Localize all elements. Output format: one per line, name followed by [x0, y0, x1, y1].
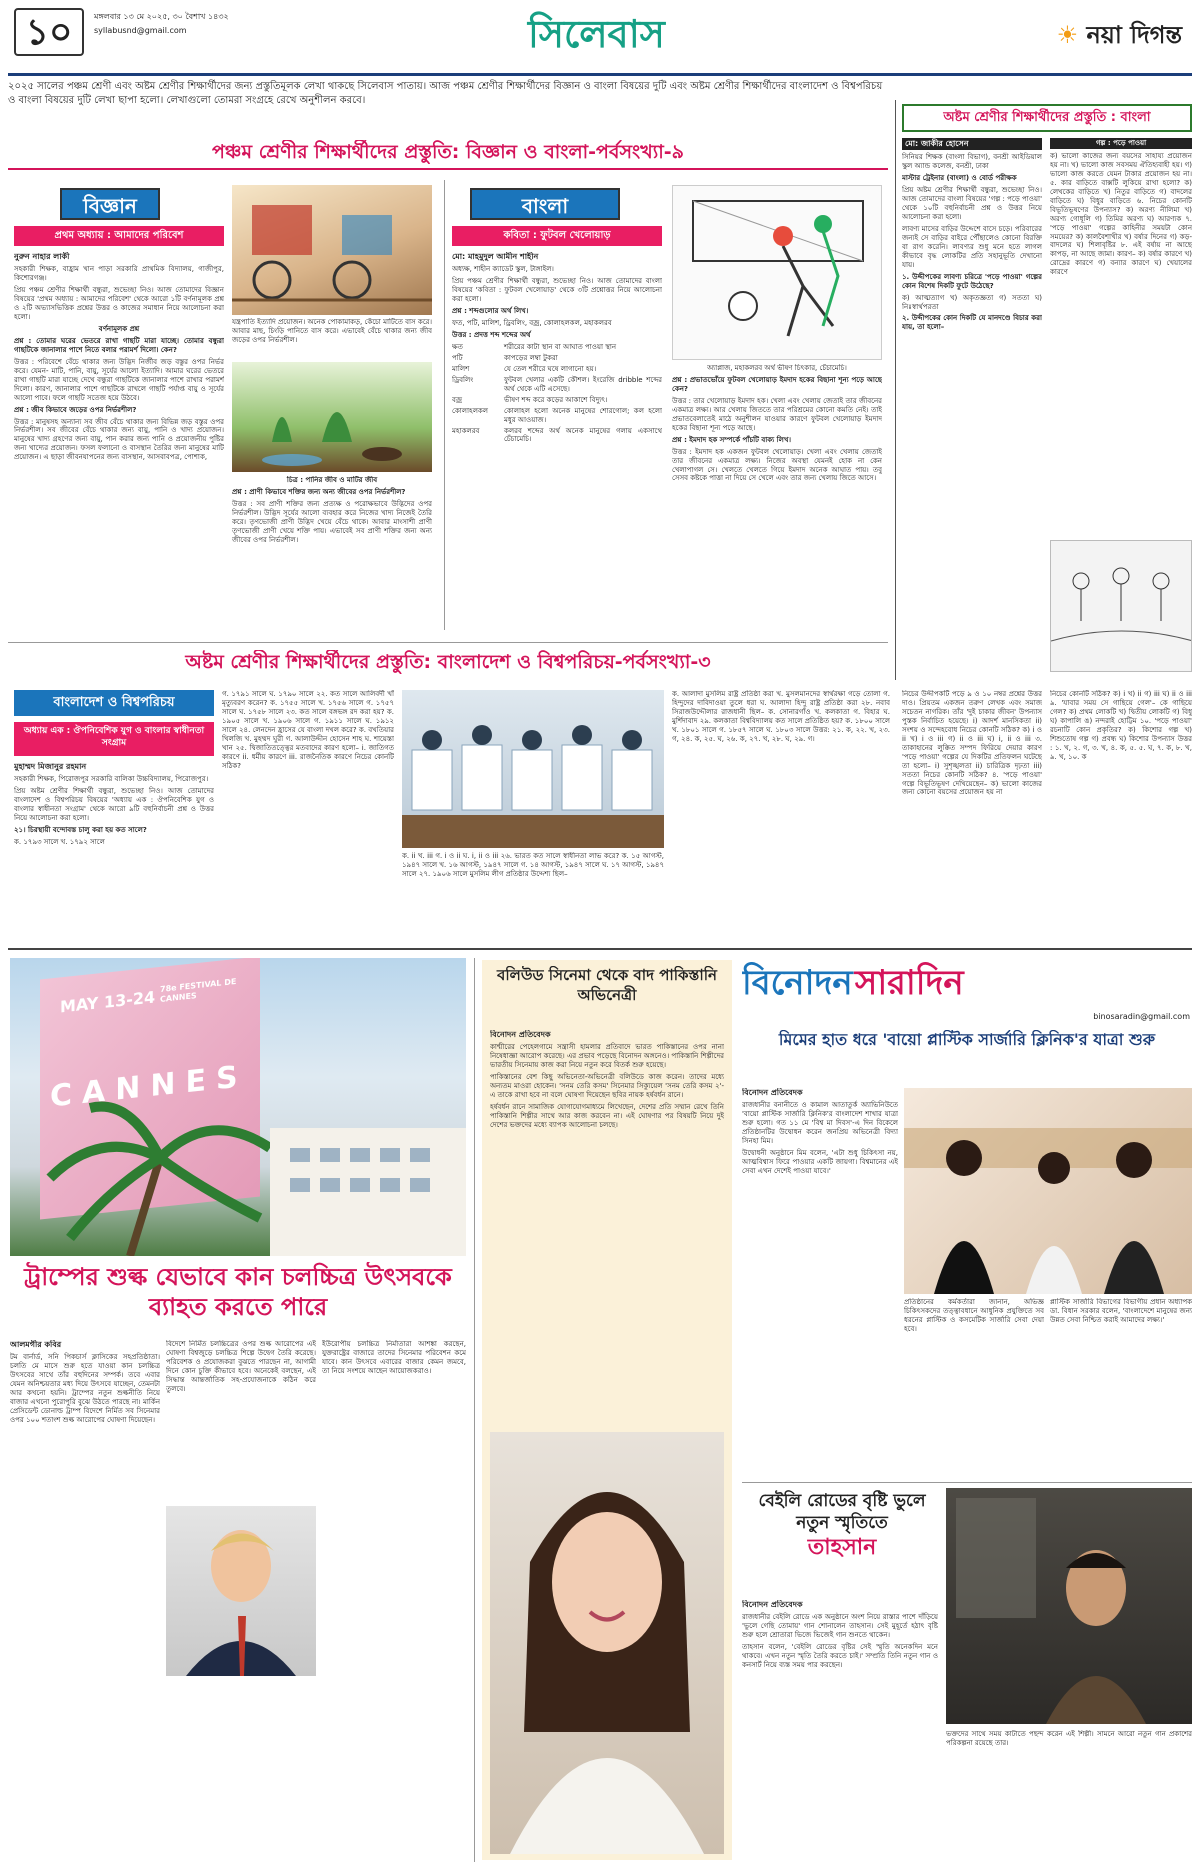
word-cell: ড্রিবলিং — [452, 375, 474, 384]
science-q1: প্রশ্ন : তোমার ঘরের ভেতরে রাখা গাছটি মারা যাচ্ছে। তোমার বন্ধুরা গাছটিকে জানালার পাশে নিতে বলার পরামর্শ দিলো। কেন? — [14, 336, 224, 354]
science-col2: যন্ত্রপাতি ইত্যাদি প্রয়োজন। অনেক পোকামাকড়, কেঁচো মাটিতে বাস করে। আবার মাছ, চিংড়ি পানিতে বাস করে। এভাবেই বেঁচে থাকার জন্য জীব জড়ের ওপর নির্ভরশীল। — [232, 318, 432, 344]
tahsan-text2: তাহসান বলেন, 'বেইলি রোডের বৃষ্টির সেই স্মৃতি অনেকদিন মনে থাকবে। এখন নতুন স্মৃতি তৈরি করতে চাই।' সম্প্রতি তিনি নতুন গান ও কনসার্ট নিয়ে ব্যস্ত সময় পার করছেন। — [742, 1643, 938, 1669]
word-table — [452, 343, 662, 445]
tahsan-photo — [946, 1488, 1192, 1724]
science-q3: প্রশ্ন : প্রাণী কিভাবে শক্তির জন্য অন্য জীবের ওপর নির্ভরশীল? — [232, 487, 406, 496]
word-row — [452, 407, 662, 425]
cannes-banner-text: CANNES — [50, 1058, 248, 1115]
bangla-author: মো: মাহমুদুল আমীন শাহীন — [452, 252, 539, 261]
class8-bangla-author: মো: জাকীর হোসেন — [902, 138, 1042, 150]
class8-bangla-col2 — [1050, 138, 1192, 538]
bangla-fig-caption: অ্যাপ্লাজ, মহাকলরব অর্থ ভীষণ চিৎকার, চেঁচামেচি। — [707, 364, 847, 372]
class8-bangla-q2: ২. উদ্দীপকের কোন দিকটি যে মানদণ্ডে বিচার করা যায়, তা হলো– — [902, 314, 1042, 332]
meaning-cell: শরীরের কাটা স্থান বা আঘাত পাওয়া স্থান — [504, 342, 617, 351]
bangla-col2 — [672, 364, 882, 630]
binodon-col3: প্লাস্টিক সার্জারি বিভাগের বিভাগীয় প্রধান অধ্যাপক ডা. বিধান সরকার বলেন, 'বাংলাদেশে মানুষের জন্য উন্নত সেবা নিশ্চিত করাই আমাদের লক্ষ্য।' — [1050, 1298, 1192, 1324]
bollywood-text2: পাকিস্তানের বেশ কিছু অভিনেতা-অভিনেত্রী বলিউডে কাজ করেন। তাদের মধ্যে অন্যতম মাওরা হোকেন। 'সনম তেরি কসম' সিনেমার সিক্যুয়েল 'সনম তেরি কসম ২'-এ তাকে রাখা হবে না বলে ঘোষণা দিয়েছেন ছবির নায়ক হর্ষবর্ধন রানে। — [490, 1073, 724, 1099]
issue-date: মঙ্গলবার ১৩ মে ২০২৫, ৩০ বৈশাখ ১৪৩২ — [94, 12, 229, 21]
word-row — [452, 343, 662, 352]
word-cell: কোলাহলকল — [452, 406, 489, 415]
cannes-headline: ট্রাম্পের শুল্ক যেভাবে কান চলচ্চিত্র উৎসবকে ব্যাহত করতে পারে — [24, 1263, 452, 1321]
class8-bangla-q1: ১. উদ্দীপকের লাবণ্য চরিত্রে 'পড়ে পাওয়া' গল্পের কোন বিশেষ দিকটি ফুটে উঠেছে? — [902, 272, 1042, 290]
cannes-col1-text: টম বার্নার্ড, সনি পিকচার্স ক্লাসিকের সহপ্রতিষ্ঠাতা। চলতি মে মাসে শুরু হতে যাওয়া কান চলচ্চিত্র উৎসবের সাথে তাঁর বহুদিনের সম্পর্ক। তবে এবার যেমন অনিশ্চয়তার মধ্য দিয়ে উৎসবে যাচ্ছেন, তেমনটা আর কখনো হয়নি। ট্রাম্পের নতুন শুল্কনীতি নিয়ে বাজার এখনো পুরোপুরি বুঝে উঠতে পারছে না। মার্কিন প্রেসিডেন্ট ডোনাল্ড ট্রাম্প বিদেশে নির্মিত সব সিনেমার ওপর ১০০ শতাংশ শুল্ক আরোপের ঘোষণা দিয়েছেন। — [10, 1353, 160, 1424]
bangla-word-table-head: উত্তর : প্রদত্ত শব্দ শব্দের অর্থ — [452, 330, 531, 339]
bangla-a2: উত্তর : তার খেলোয়াড় ইমদাদ হক। খেলা এবং খেলায় জেতাই তার জীবনের একমাত্র লক্ষ্য। আর খেলায় জিততে তার পরিশ্রমের কোনো কমতি নেই। তাই প্রভাতবেলাতেই মাঠে অনুশীলন যাওয়ার কারণে ফুটবল খেলোয়াড় ইমদাদ হকের বিছানা শূন্য পড়ে আছে। — [672, 396, 882, 432]
cannes-author: আলমগীর কবির — [10, 1340, 62, 1349]
portrait-icon — [946, 1488, 1192, 1724]
bangla-q2: প্রশ্ন : প্রভাতভোঁয়ে ফুটবল খেলোয়াড় ইমদাদ হকের বিছানা শূন্য পড়ে আছে কেন? — [672, 375, 882, 393]
science-greeting: প্রিয় পঞ্চম শ্রেণীর শিক্ষার্থী বন্ধুরা, শুভেচ্ছা নিও। আজ তোমাদের বিজ্ঞান বিষয়ের 'প্রথম অধ্যায় : আমাদের পরিবেশ' থেকে আরো ১টি বর্ণনামূলক প্রশ্ন ও ২টি অভ্যাসভিত্তিক প্রশ্নের উত্তর ও কাজের সমাধান নিয়ে আলোচনা করা হলো। — [14, 286, 224, 321]
binodon-author: বিনোদন প্রতিবেদক — [742, 1088, 803, 1097]
football-icon — [673, 186, 882, 360]
binodon-col1 — [742, 1088, 898, 1338]
class8-headline: অষ্টম শ্রেণীর শিক্ষার্থীদের প্রস্তুতি: বাংলাদেশ ও বিশ্বপরিচয়-পর্বসংখ্যা-৩ — [185, 651, 711, 673]
class8-bangla-col2-text: ক) ভালো কাজের জন্য বয়সের সাহায্য প্রয়োজন হয় না। খ) ভালো কাজ সবসময় ঐতিহ্যবাহী হয়। গ) ভালো কাজ করতে যেমন টাকার প্রয়োজন হয় না। ৫. কার বাড়িতে বাক্সটি লুকিয়ে রাখা হলো? ক) লেখকের বাড়িতে খ) নিতুর বাড়িতে গ) বাদলের বাড়িতে ঘ) বিধুর বাড়িতে ৬. নিচের কোনটি বিভূতিভূষণের উপন্যাস? ক) অরণ্য নীলিমা খ) অরণ্য গোধূলি গ) তিমির অরণ্য ঘ) আরণ্যক ৭. 'পড়ে পাওয়া' গল্পের কাহিনীর সময়টা কোন সময়ের? ক) কালবৈশাখীর খ) বর্ষার দিনের গ) কড়-বাদলের ঘ) শিলাবৃষ্টির ৮. এই বর্ষায় না আছে কাপড়, না আছে জামা। কারণ– ক) বর্ষার কারণে খ) রোদ্রের কারণে গ) বন্যার কারণে ঘ) খেয়ালের কারণে — [1050, 151, 1192, 277]
bangla-q1: প্রশ্ন : শব্দগুলোর অর্থ লিখ। — [452, 307, 529, 316]
actress-photo — [490, 1432, 724, 1854]
bollywood-text3: হর্ষবর্ধন রানে সামাজিক যোগাযোগমাধ্যমে লিখেছেন, দেশের প্রতি সম্মান রেখে তিনি পাকিস্তানি শিল্পীর সাথে আর কাজ করবেন না। এই ঘোষণার পর বিষয়টি নিয়ে দুই দেশের ভক্তদের মধ্যে ব্যাপক আলোচনা চলছে। — [490, 1102, 724, 1129]
meaning-cell: কোলাহল হলো অনেক মানুষের শোরগোল; কল হলো মধুর আওয়াজ। — [504, 406, 662, 424]
plant-icon — [232, 362, 432, 472]
tahsan-col1 — [742, 1600, 938, 1858]
bgs-q21-opts: ক. ১৭৯৩ সালে খ. ১৭৯২ সালে — [14, 837, 105, 846]
trump-photo — [166, 1506, 316, 1676]
meaning-cell: যে তেল শরীরে ঘষে লাগানো হয়। — [504, 364, 597, 373]
science-a2: উত্তর : মানুষসহ অন্যান্য সব জীব বেঁচে থাকার জন্য বিভিন্ন জড় বস্তুর ওপর নির্ভরশীল। সব জীবের বেঁচে থাকার জন্য বায়ু, পানি ও খাদ্য প্রয়োজন। মানুষের খাদ্য গ্রহণের জন্য বায়ু, পান করার জন্য পানি ও প্রয়োজনীয় পুষ্টির জন্য খাদ্যের প্রয়োজন। ফসল ফলানো ও বাসস্থান তৈরির জন্য মানুষের মাটি প্রয়োজন। এ ছাড়া জীবনযাপনের জন্য বাসস্থান, আসবাবপত্র, পোশাক, — [14, 417, 224, 462]
rickshaw-icon — [232, 185, 432, 315]
portrait-icon — [166, 1506, 316, 1676]
tahsan-headline: বেইলি রোডের বৃষ্টি ভুলে নতুন স্মৃতিতে তাহসান — [758, 1491, 926, 1561]
bgs-col2: গ. ১৭৯১ সালে ঘ. ১৭৯০ সালে ২২. কত সালে আলিবর্দী খাঁ মৃত্যুবরণ করেন? ক. ১৭৫৫ সালে খ. ১৭৫৬ সালে গ. ১৭৫৭ সালে ঘ. ১৭৫৮ সালে ২৩. কত সালে বঙ্গভঙ্গ রদ করা হয়? ক. ১৯০৫ সালে খ. ১৯০৬ সালে গ. ১৯১১ সালে ঘ. ১৯১২ সালে ২৪. লেনদেন হ্রাসের যে বাংলা দখল করে? ক. বখতিয়ার খিলজি খ. মুহম্মদ ঘুরী গ. আলাউদ্দীন হোসেন শাহ ঘ. শায়েস্তা খান ২৫. দ্বিজাতিতত্ত্বের মতবাদের কারণ হলো– i. জাতিগত কারণে ii. ধর্মীয় কারণে iii. রাজনৈতিক কারণে নিচের কোনটি সঠিক? — [222, 690, 394, 770]
science-author: নুরুন নাহার লাকী — [14, 252, 70, 261]
class8-bangla-col4: নিচের কোনটি সঠিক? ক) i খ) ii গ) iii ঘ) ii ও iii ৯. 'যাবার সময় সে গাছিয়ে গেল'– কে গাছিয়ে গেল? ক) প্রথম লোকটি খ) দ্বিতীয় লোকটি গ) বিধু ঘ) কাপালি ঙ) নন্দরাই হোট্টিম ১০. 'পড়ে পাওয়া' রচনাটি কোন প্রকৃতির? ক) কিশোর গল্প খ) শিশুতোষ গল্প গ) প্রবন্ধ ঘ) কিশোর উপন্যাস উত্তর : ১. খ, ২. গ, ৩. খ, ৪. ক, ৫. ৫. ঘ, ৭. ক, ৮. খ, ৯. খ, ১০. ক — [1050, 690, 1192, 761]
bangla-article — [452, 252, 662, 630]
bangla-greeting: প্রিয় পঞ্চম শ্রেণীর শিক্ষার্থী বন্ধুরা, শুভেচ্ছা নিও। আজ তোমাদের বাংলা বিষয়ের 'কবিতা : ফুটবল খেলোয়াড়' থেকে ৩টি প্রশ্নোত্তর নিয়ে আলোচনা করা হলো। — [452, 277, 662, 304]
word-row — [452, 365, 662, 374]
bollywood-headline: বলিউড সিনেমা থেকে বাদ পাকিস্তানি অভিনেত্রী — [497, 966, 717, 1004]
science-subhead: বর্ণনামূলক প্রশ্ন — [98, 324, 140, 333]
divider — [8, 168, 888, 170]
bgs-col1 — [14, 762, 214, 940]
class5-headline: পঞ্চম শ্রেণীর শিক্ষার্থীদের প্রস্তুতি: বিজ্ঞান ও বাংলা-পর্বসংখ্যা-৯ — [212, 141, 684, 163]
class8-bangla-q1-opts: ক) আত্মত্যাগ খ) অকৃতজ্ঞতা গ) সততা ঘ) নিঃস্বার্থপরতা — [902, 293, 1042, 311]
section-title: সিলেবাস — [528, 11, 665, 56]
class8-bangla-text-a: লাবণ্য মাসের বাড়ির উদ্দেশে বাসে চড়ে। পরিবারের জন্যই সে বাড়ির বাইরে পৌঁছালেও কোনো বিরক্তি বা রাগ করেনি। লাবণ্যর শুধু মনে হতে লাগল কীভাবে বৃদ্ধ লোকটির প্রতি সহানুভূতি দেখানো যায়। — [902, 224, 1042, 269]
science-author-info: সহকারী শিক্ষক, বাহ্রাম খান পাড়া সরকারি প্রাথমিক বিদ্যালয়, গাজীপুর, কিশোরগঞ্জ। — [14, 265, 224, 283]
science-col2b — [232, 476, 432, 630]
bangla-author-info: অধ্যক্ষ, শাহীন ক্যাডেট স্কুল, টাঙ্গাইল। — [452, 265, 554, 274]
bangla-chapter: কবিতা : ফুটবল খেলোয়াড় — [452, 226, 662, 246]
students-icon — [402, 690, 664, 848]
sun-icon: ☀ — [1056, 21, 1079, 49]
word-cell: মালিশ — [452, 364, 470, 373]
science-a3: উত্তর : সব প্রাণী শক্তির জন্য প্রত্যক্ষ ও পরোক্ষভাবে উদ্ভিদের ওপর নির্ভরশীল। উদ্ভিদ সূর্যের আলো ব্যবহার করে নিজের খাদ্য নিজেই তৈরি করে। তৃণভোজী প্রাণী উদ্ভিদ খেয়ে বেঁচে থাকে। আবার মাংসাশী প্রাণী তৃণভোজী প্রাণী খেয়ে শক্তি পায়। এভাবেই সব প্রাণী শক্তির জন্য অন্য জীবের ওপর নির্ভরশীল। — [232, 499, 432, 544]
word-row — [452, 376, 662, 394]
tahsan-author: বিনোদন প্রতিবেদক — [742, 1600, 803, 1609]
science-a1: উত্তর : পরিবেশে বেঁচে থাকার জন্য উদ্ভিদ নির্জীব জড় বস্তুর ওপর নির্ভর করে। যেমন- মাটি, পানি, বায়ু, সূর্যের আলো ইত্যাদি। আমার ঘরের ভেতরে রাখা গাছটি মারা যাচ্ছে দেখে বন্ধুরা গাছটিকে জানালার পাশে রাখার পরামর্শ দিলো। কারণ, জানালার পাশে গাছটিকে রাখলে গাছটি পর্যাপ্ত বায়ু ও সূর্যের আলো পাবে। ফলে গাছটি সতেজ হয়ে উঠবে। — [14, 357, 224, 402]
binodon-headline: মিমের হাত ধরে 'বায়ো প্লাস্টিক সার্জারি ক্লিনিক'র যাত্রা শুরু — [778, 1030, 1156, 1049]
section-email: syllabusnd@gmail.com — [94, 26, 187, 35]
bgs-greeting: প্রিয় অষ্টম শ্রেণীর শিক্ষার্থী বন্ধুরা, শুভেচ্ছা নিও। আজ তোমাদের বাংলাদেশ ও বিশ্বপরিচয় বিষয়ের 'অধ্যায় এক : ঔপনিবেশিক যুগ ও বাংলার স্বাধীনতা সংগ্রাম' থেকে আরো ৯টি বহুনির্বাচনী প্রশ্ন ও উত্তর নিয়ে আলোচনা করা হলো। — [14, 787, 214, 823]
meaning-cell: কাপড়ের লম্বা টুকরা — [504, 353, 558, 362]
tahsan-text1: রাজধানীর বেইলি রোডে এক অনুষ্ঠানে অংশ নিয়ে রাস্তার পাশে দাঁড়িয়ে 'ভুলে গেছি তোমায়' গান শোনালেন তাহসান। সেই মুহূর্তে হঠাৎ বৃষ্টি শুরু হলে শ্রোতারা ভিজে ভিজেই গান শুনতে থাকেন। — [742, 1613, 938, 1640]
cannes-banner-dates: MAY 13-24 — [60, 987, 156, 1017]
cannes-col2: বিদেশে নির্মিত চলচ্চিত্রের ওপর শুল্ক আরোপের এই ঘোষণা বিশ্বজুড়ে চলচ্চিত্র শিল্পে উদ্বেগ তৈরি করেছে। পরিবেশক ও প্রযোজকরা বুঝতে পারছেন না, আগামী দিনে কোন চুক্তি কীভাবে হবে। অনেকেই বলছেন, এই সিদ্ধান্ত আন্তর্জাতিক সহ-প্রযোজনাকে কঠিন করে তুলবে। — [166, 1340, 316, 1393]
class8-bangla-trainer: মাস্টার ট্রেইনার (বাংলা) ও বোর্ড পরীক্ষক — [902, 174, 1017, 183]
divider — [8, 948, 1192, 950]
binodon-col2: প্রতিষ্ঠানের কর্মকর্তারা জানান, অভিজ্ঞ চিকিৎসকদের তত্ত্বাবধানে আধুনিক প্রযুক্তিতে সব ধরনের প্লাস্টিক ও কসমেটিক সার্জারি সেবা দেয়া হবে। — [904, 1298, 1044, 1333]
word-row — [452, 427, 662, 445]
intro-text: ২০২৫ সালের পঞ্চম শ্রেণী এবং অষ্টম শ্রেণীর শিক্ষার্থীদের জন্য প্রস্তুতিমূলক লেখা থাকছে সিলেবাস পাতায়। আজ পঞ্চম শ্রেণীর শিক্ষার্থীদের বিজ্ঞান ও বাংলা বিষয়ের দুটি এবং অষ্টম শ্রেণীর শিক্ষার্থীদের বাংলাদেশ ও বিশ্বপরিচয় ও বাংলা বিষয়ের দুটি লেখা ছাপা হলো। লেখাগুলো তোমরা সংগ্রহে রেখে অনুশীলন করবে। — [8, 81, 883, 106]
cannes-col1 — [10, 1340, 160, 1860]
bgs-chapter: অধ্যায় এক : ঔপনিবেশিক যুগ ও বাংলার স্বাধীনতা সংগ্রাম — [14, 722, 214, 756]
word-cell: ক্ষত — [452, 342, 463, 351]
bangla-q3: প্রশ্ন : ইমদাদ হক সম্পর্কে পাঁচটি বাক্য লিখ। — [672, 435, 791, 444]
class8-bangla-header: অষ্টম শ্রেণীর শিক্ষার্থীদের প্রস্তুতি : বাংলা — [902, 104, 1192, 132]
science-q2: প্রশ্ন : জীব কিভাবে জড়ের ওপর নির্ভরশীল? — [14, 405, 137, 414]
masthead — [8, 6, 1192, 76]
people-sketch-icon — [1051, 541, 1192, 672]
bollywood-author: বিনোদন প্রতিবেদক — [490, 1030, 551, 1039]
word-row — [452, 396, 662, 405]
story-tag: গল্প : পড়ে পাওয়া — [1050, 138, 1192, 149]
bollywood-text — [490, 1030, 724, 1428]
bgs-author-info: সহকারী শিক্ষক, পিরোজপুর সরকারি বালিকা উচ্চবিদ্যালয়, পিরোজপুর। — [14, 775, 209, 784]
meaning-cell: ফুটবল খেলার একটি কৌশল। ইংরেজি dribble শব্দের অর্থ থেকে এটি এসেছে। — [504, 375, 662, 393]
village-sketch — [1050, 540, 1192, 672]
meaning-cell: ভীষণ শব্দ করে কড়ের আকাশে বিদ্যুৎ। — [504, 395, 608, 404]
cannes-col3: ইউরোপীয় চলচ্চিত্র নির্মাতারা আশঙ্কা করছেন, যুক্তরাষ্ট্রের বাজারে তাদের সিনেমার পরিবেশন কমে যাবে। কান উৎসবে এবারের বাজার কেমন জমবে, তা নিয়ে সংশয়ে আছেন আয়োজকরাও। — [322, 1340, 466, 1375]
football-illustration — [672, 185, 882, 360]
class8-bangla-author-info: সিনিয়র শিক্ষক (বাংলা বিভাগ), বনশ্রী আইডিয়াল স্কুল অ্যান্ড কলেজ, বনশ্রী, ঢাকা — [902, 153, 1042, 171]
divider — [8, 642, 888, 643]
page-number: ১০ — [14, 8, 84, 56]
bgs-subject-label: বাংলাদেশ ও বিশ্বপরিচয় — [14, 690, 214, 716]
science-subject-label: বিজ্ঞান — [60, 188, 160, 220]
binodon-text2: উদ্বোধনী অনুষ্ঠানে মিম বলেন, 'এটা শুধু চিকিৎসা নয়, আত্মবিশ্বাস ফিরে পাওয়ার একটি জায়গা। বিশ্বমানের এই সেবা এখন দেশেই পাওয়া যাবে।' — [742, 1149, 898, 1175]
binodon-logo: বিনোদন সারাদিন — [742, 963, 964, 1003]
word-cell: মহাকলরব — [452, 426, 480, 435]
bangla-subject-label: বাংলা — [470, 188, 620, 220]
word-cell: বজ্র — [452, 395, 463, 404]
water-soil-illustration — [232, 362, 432, 472]
bangla-a3: উত্তর : ইমদাদ হক একজন ফুটবল খেলোয়াড়। খেলা এবং খেলায় জেতাই তার জীবনের একমাত্র লক্ষ্য। নিজের অবস্থা যেমনই হোক না কেন খেলাপাগল সে। খেলতে খেলতে গিয়ে ইমদাদ অনেক আঘাত পায়। তবু সেসব কষ্টকে পাত্তা না দিয়ে সে খেলে এবং তার জন্য খেলায় জিতে আসে। — [672, 447, 882, 483]
science-article — [14, 252, 224, 630]
binodon-email: binosaradin@gmail.com — [1093, 1012, 1190, 1021]
cannes-festival-text: 78e FESTIVAL DE CANNES — [160, 976, 237, 1005]
word-row — [452, 354, 662, 363]
divider — [742, 1482, 1192, 1483]
tahsan-col2: ভক্তদের সাথে সময় কাটাতে পছন্দ করেন এই শিল্পী। সামনে আরো নতুন গান প্রকাশের পরিকল্পনা রয়েছে তার। — [946, 1730, 1192, 1747]
classroom-photo — [402, 690, 664, 848]
palm-tree-icon — [10, 958, 466, 1256]
divider — [474, 958, 475, 1862]
rickshaw-illustration — [232, 185, 432, 315]
clinic-launch-photo — [904, 1088, 1192, 1294]
bollywood-text1: কাশ্মীরের পেহেলগামে সন্ত্রাসী হামলার প্রতিবাদে ভারত পাকিস্তানের ওপর নানা নিষেধাজ্ঞা আরোপ করেছে। এর প্রভাব পড়েছে বিনোদন অঙ্গনেও। পাকিস্তানি শিল্পীদের ভারতীয় সিনেমায় কাজ করা নিয়ে নতুন করে বিতর্ক শুরু হয়েছে। — [490, 1043, 724, 1070]
bgs-col3: ক. ii খ. iii গ. i ও ii ঘ. i, ii ও iii ২৬. ভারত কত সালে স্বাধীনতা লাভ করে? ক. ১৫ আগস্ট, ১৯৪৭ সালে খ. ১৬ আগস্ট, ১৯৪৭ সালে গ. ১৪ আগস্ট, ১৯৪৭ সালে ঘ. ১৭ আগস্ট, ১৯৪৭ সালে ২৭. ১৯০৬ সালে মুসলিম লীগ প্রতিষ্ঠার উদ্দেশ্য ছিল– — [402, 852, 664, 878]
class8-bangla-greeting: প্রিয় অষ্টম শ্রেণীর শিক্ষার্থী বন্ধুরা, শুভেচ্ছা নিও। আজ তোমাদের বাংলা বিষয়ের 'গল্প : পড়ে পাওয়া' থেকে ১০টি বহুনির্বাচনী প্রশ্ন ও উত্তর নিয়ে আলোচনা করা হলো। — [902, 186, 1042, 221]
divider — [444, 180, 445, 630]
bgs-q21: ২১। চিরস্থায়ী বন্দোবস্ত চালু করা হয় কত সালে? — [14, 826, 147, 834]
cannes-photo — [10, 958, 466, 1256]
portrait-icon — [490, 1432, 724, 1854]
class8-bangla-col1 — [902, 138, 1042, 678]
science-fig-caption: চিত্র : পানির জীব ও মাটির জীব — [286, 476, 378, 484]
binodon-text1: রাজধানীর বনানীতে ও কামাল আতাতুর্ক অ্যাভিনিউতে 'বায়ো প্লাস্টিক সার্জারি ক্লিনিক'র বাংলাদেশ শাখার যাত্রা শুরু হলো। গত ১১ মে 'বিশ্ব মা দিবস'-এ দিন বিকেলে প্রতিষ্ঠানটির উদ্বোধন করেন জনপ্রিয় অভিনেত্রী বিদ্যা সিনহা মিম। — [742, 1101, 898, 1146]
word-cell: পটি — [452, 353, 463, 362]
bgs-author: মুহাম্মদ মিজানুর রহমান — [14, 762, 87, 771]
brand-logo: ☀ নয়া দিগন্ত — [1056, 21, 1182, 49]
people-icon — [904, 1088, 1192, 1294]
bgs-col4: ক. আলাদা মুসলিম রাষ্ট্র প্রতিষ্ঠা করা খ. মুসলমানদের স্বার্থরক্ষা গড়ে তোলা গ. হিন্দুদের দাবিদাওয়া তুলে ধরা ঘ. আলাদা হিন্দু রাষ্ট্র প্রতিষ্ঠা করা ২৮. নবাব সিরাজউদ্দৌলার রাজধানী ছিল– ক. সোনারগাঁও খ. কলকাতা গ. বিহার ঘ. মুর্শিদাবাদ ২৯. কলকাতা বিশ্ববিদ্যালয় কত সালে প্রতিষ্ঠিত হয়? ক. ১৮০০ সালে খ. ১৮০১ সালে গ. ১৮৫৭ সালে ঘ. ১৮০৩ সালে উত্তর: ২১. ক, ২২. খ, ২৩. গ, ২৪. ক, ২৫. ঘ, ২৬. ক, ২৭. খ, ২৮. ঘ, ২৯. গ। — [672, 690, 890, 743]
bangla-words: ফত, পটি, মালিশ, ড্রিবলিং, বজ্র, কোলাহলকল, মহাকলরব — [452, 319, 612, 327]
divider — [895, 100, 896, 680]
class8-bangla-col3: নিচের উদ্দীপকটি পড়ে ৯ ও ১০ নম্বর প্রশ্নের উত্তর দাও। প্রিয়তম একজন তরুণ লেখক এবং সমাজ সচেতন নাগরিক। তাঁর 'দুই চাকার জীবন' উপন্যাস পুস্তক নির্বাচিত হয়েছে। i) আদর্শ মানসিকতা ii) সংশয় ও সন্দেহবোধ নিচের কোনটি সঠিক? ক) i ও ii খ) i ও iii গ) ii ও iii ঘ) i, ii ও iii ৩. তাকাহানের লুক্কিত সম্পদ ফিরিয়ে দেয়ার কারণ 'পড়ে পাওয়া' গল্পের যে দিকটির প্রতিফলন ঘটেছে তা হলো– i) সুশৃঙ্খলতা ii) চারিত্রিক দৃঢ়তা iii) সততা নিচের কোনটি সঠিক? ৪. 'পড়ে পাওয়া' গল্পে বিভূতিভূষণ দেখিয়েছেন– ক) ভালো কাজের জন্য কোনো বয়সের প্রয়োজন হয় না — [902, 690, 1042, 797]
science-chapter: প্রথম অধ্যায় : আমাদের পরিবেশ — [14, 226, 224, 246]
meaning-cell: কলরব শব্দের অর্থ অনেক মানুষের গলায় একসাথে চেঁচামেচি। — [504, 426, 662, 444]
